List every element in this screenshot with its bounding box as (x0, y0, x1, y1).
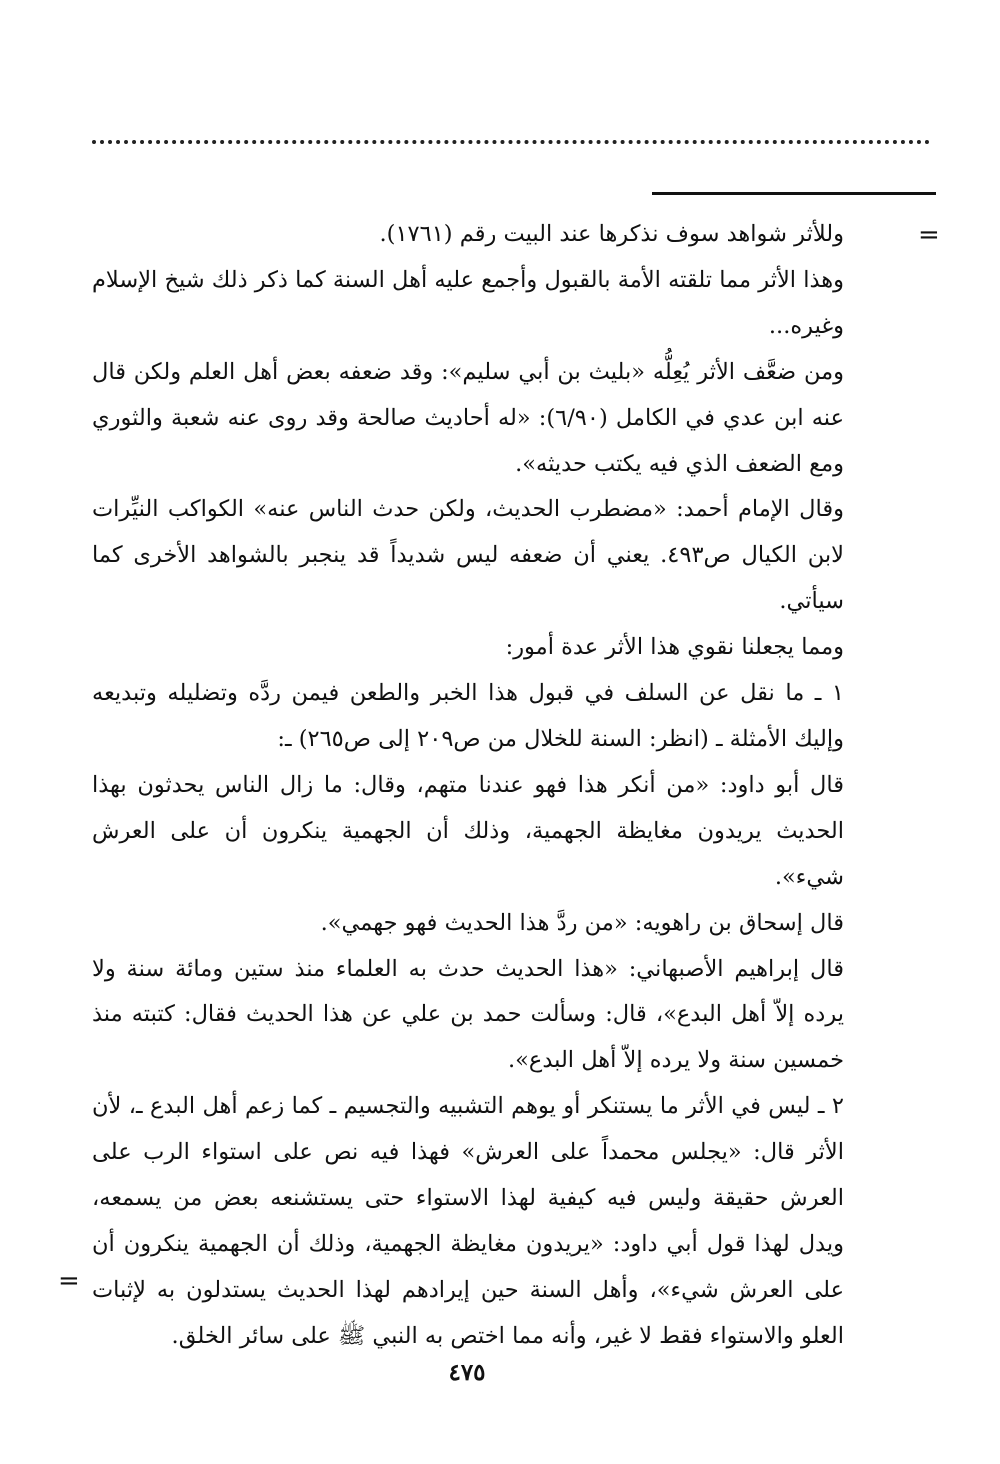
footnote-paragraph: ومما يجعلنا نقوي هذا الأثر عدة أمور: (505, 634, 844, 661)
footnote-block (92, 212, 844, 1360)
footnote-continuation-mark-bottom: = (58, 1266, 80, 1296)
footnote-paragraph: ٢ ـ ليس في الأثر ما يستنكر أو يوهم التشبيه والتجسيم ـ كما زعم أهل البدع ـ، لأن الأثر قال: «يجلس محمداً على العرش» فهذا فيه نص على استواء الرب على العرش حقيقة وليس فيه كيفية لهذا الاستواء حتى يستشنعه بعض من يسمعه، ويدل لهذا قول أبي داود: «يريدون مغايظة الجهمية، وذلك أن الجهمية ينكرون أن على العرش شيء»، وأهل السنة حين إيرادهم لهذا الحديث يستدلون به لإثبات العلو والاستواء فقط لا غير، وأنه مما اختص به النبي ﷺ على سائر الخلق. (92, 1093, 844, 1349)
footnote-paragraph: ومن ضعَّف الأثر يُعِلُّه «بليث بن أبي سليم»: وقد ضعفه بعض أهل العلم ولكن قال عنه ابن عدي في الكامل (٦/٩٠): «له أحاديث صالحة وقد روى عنه شعبة والثوري ومع الضعف الذي فيه يكتب حديثه». (92, 358, 845, 477)
main-text-separator (92, 140, 930, 144)
footnote-paragraph: ١ ـ ما نقل عن السلف في قبول هذا الخبر والطعن فيمن ردَّه وتضليله وتبديعه وإليك الأمثلة ـ (انظر: السنة للخلال من ص٢٠٩ إلى ص٢٦٥) ـ: (92, 680, 844, 752)
footnote-paragraph: وقال الإمام أحمد: «مضطرب الحديث، ولكن حدث الناس عنه» الكواكب النيِّرات لابن الكيال ص٤٩٣. يعني أن ضعفه ليس شديداً قد ينجبر بالشواهد الأخرى كما سيأتي. (92, 496, 844, 615)
footnote-paragraph: قال أبو داود: «من أنكر هذا فهو عندنا متهم، وقال: ما زال الناس يحدثون بهذا الحديث يريدون مغايظة الجهمية، وذلك أن الجهمية ينكرون أن على العرش شيء». (92, 771, 844, 890)
footnote-continuation-mark-top: = (918, 220, 940, 250)
page-number: ٤٧٥ (448, 1359, 486, 1386)
footnote-separator (652, 192, 936, 195)
footnote-paragraph: قال إسحاق بن راهويه: «من ردَّ هذا الحديث فهو جهمي». (320, 909, 844, 936)
footnote-paragraph: وللأثر شواهد سوف نذكرها عند البيت رقم (١٧٦١). (379, 221, 844, 247)
footnote-paragraph: قال إبراهيم الأصبهاني: «هذا الحديث حدث به العلماء منذ ستين ومائة سنة ولا يرده إلاّ أهل البدع»، قال: وسألت حمد بن علي عن هذا الحديث فقال: كتبته منذ خمسين سنة ولا يرده إلاّ أهل البدع». (92, 955, 844, 1074)
footnote-paragraph: وهذا الأثر مما تلقته الأمة بالقبول وأجمع عليه أهل السنة كما ذكر ذلك شيخ الإسلام وغيره... (92, 266, 844, 339)
